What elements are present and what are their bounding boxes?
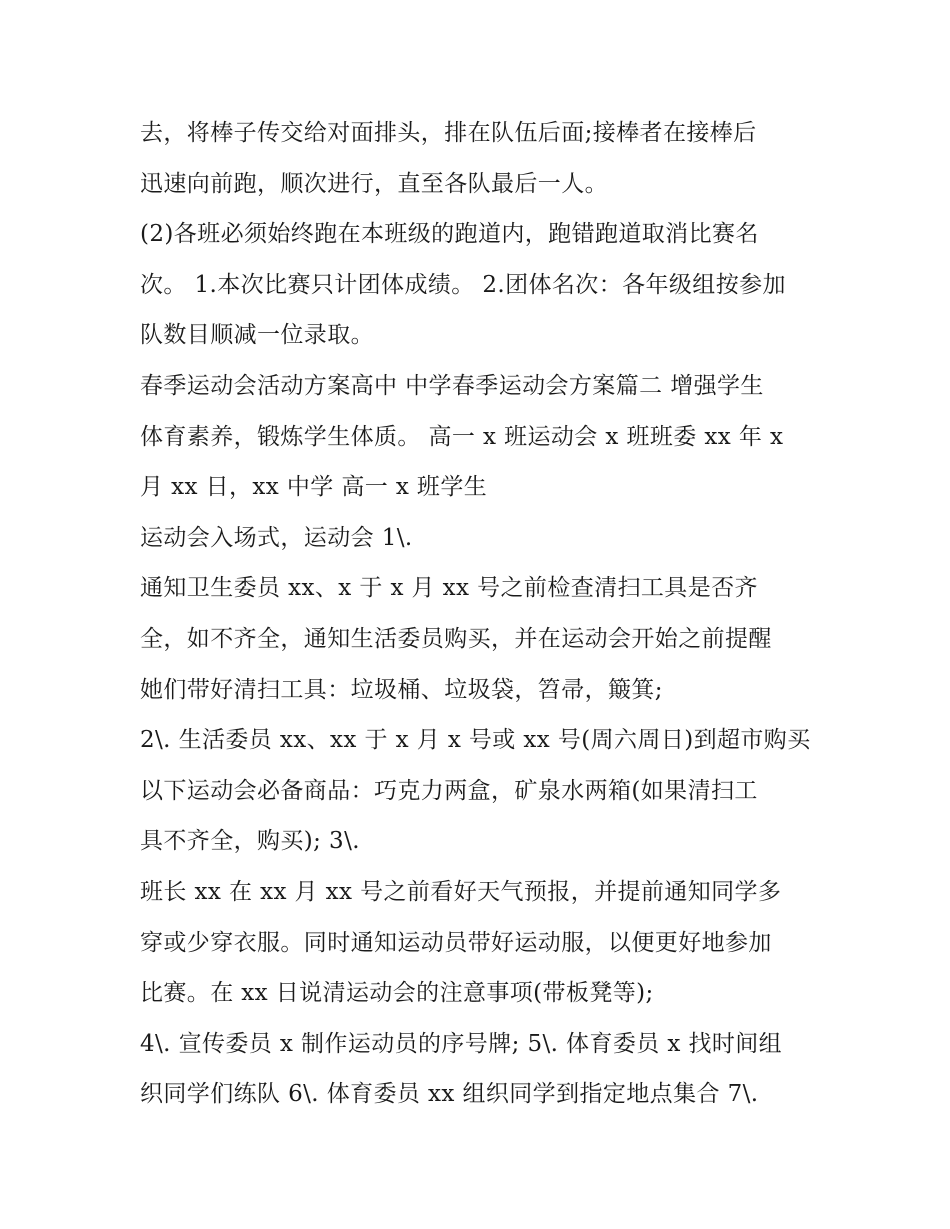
document-body: [140, 108, 820, 1120]
text-line-15: 具不齐全，购买); 3\.: [140, 828, 360, 855]
text-line-6: 春季运动会活动方案高中 中学春季运动会方案篇二 增强学生: [140, 372, 764, 399]
text-line-7: 体育素养，锻炼学生体质。 高一 x 班运动会 x 班班委 xx 年 x: [140, 423, 784, 450]
text-line-16: 班长 xx 在 xx 月 xx 号之前看好天气预报，并提前通知同学多: [140, 878, 782, 905]
text-line-8: 月 xx 日，xx 中学 高一 x 班学生: [140, 474, 488, 501]
text-line-17: 穿或少穿衣服。同时通知运动员带好运动服，以便更好地参加: [140, 929, 772, 956]
text-line-18: 比赛。在 xx 日说清运动会的注意事项(带板凳等);: [140, 980, 654, 1007]
text-line-19: 4\. 宣传委员 x 制作运动员的序号牌; 5\. 体育委员 x 找时间组: [140, 1030, 783, 1057]
text-line-4: 次。 1.本次比赛只计团体成绩。 2.团体名次：各年级组按参加: [140, 271, 786, 298]
text-line-2: 迅速向前跑，顺次进行，直至各队最后一人。: [140, 170, 608, 197]
text-line-11: 全，如不齐全，通知生活委员购买，并在运动会开始之前提醒: [140, 625, 772, 652]
text-line-14: 以下运动会必备商品：巧克力两盒，矿泉水两箱(如果清扫工: [140, 777, 758, 804]
text-line-13: 2\. 生活委员 xx、xx 于 x 月 x 号或 xx 号(周六周日)到超市购买: [140, 727, 811, 754]
text-line-10: 通知卫生委员 xx、x 于 x 月 xx 号之前检查清扫工具是否齐: [140, 575, 758, 602]
text-line-12: 她们带好清扫工具：垃圾桶、垃圾袋，笤帚，簸箕;: [140, 676, 663, 703]
text-line-9: 运动会入场式，运动会 1\.: [140, 524, 413, 551]
text-line-20: 织同学们练队 6\. 体育委员 xx 组织同学到指定地点集合 7\.: [140, 1081, 759, 1108]
text-line-5: 队数目顺减一位录取。: [140, 322, 374, 349]
text-line-3: (2)各班必须始终跑在本班级的跑道内，跑错跑道取消比赛名: [140, 221, 759, 248]
text-line-1: 去，将棒子传交给对面排头，排在队伍后面;接棒者在接棒后: [140, 120, 757, 146]
